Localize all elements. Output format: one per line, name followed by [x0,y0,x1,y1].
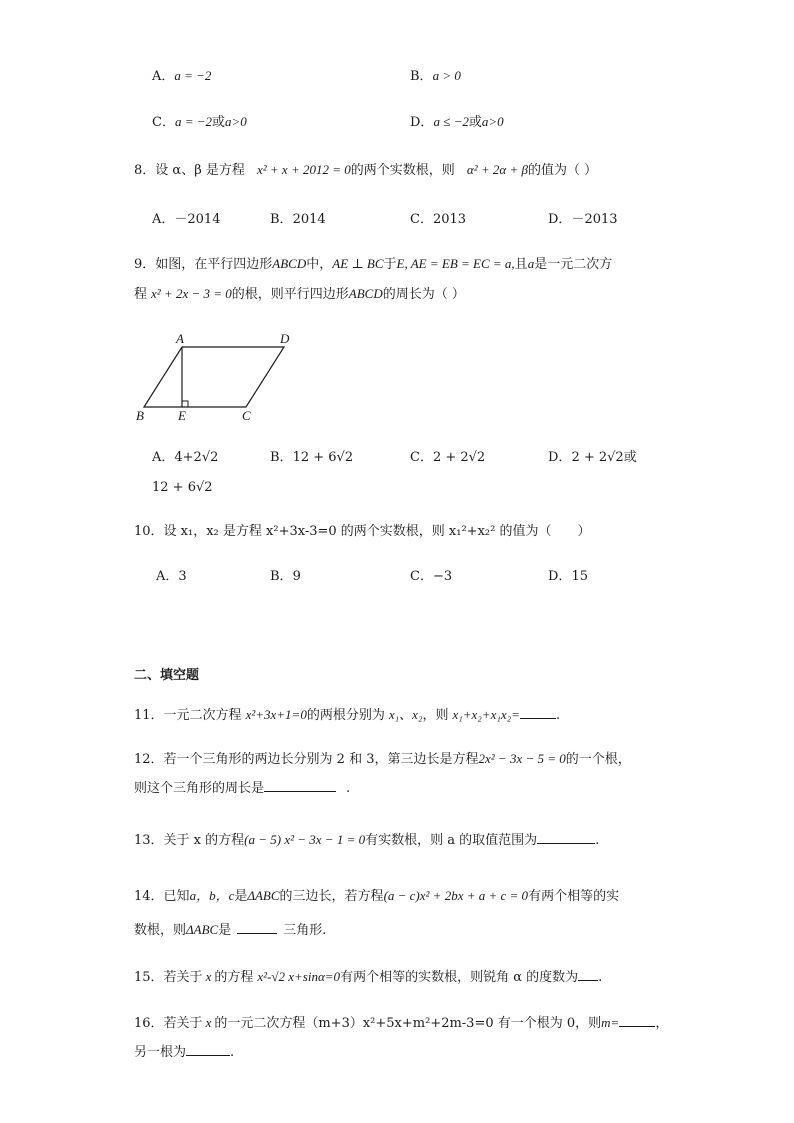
stem-text: 三角形. [283,923,327,938]
stem-text: 是一元二次方 [534,257,613,272]
stem-text: 且 [514,257,528,272]
option-text: 3 [178,569,187,584]
label-e: E [178,408,186,423]
option-text: 或 [468,115,482,130]
q15-stem [134,967,602,988]
option-text: 2 + 2√2 [432,450,486,465]
stem-text: . [555,708,561,723]
stem-text: . [230,1045,235,1060]
q10-option-b [270,567,301,587]
option-text: a>0 [481,114,504,129]
answer-blank[interactable] [578,968,598,981]
q12-stem-line2 [134,779,350,799]
option-label: C． [410,450,433,465]
condition: AE ⊥ BC [332,256,384,271]
variables: a，b，c [189,888,235,903]
roots: x₁、x₂ [388,707,423,722]
q8-option-c [410,210,466,230]
equation: 2x² − 3x − 5 = 0 [478,751,566,766]
equation: x² + 2x − 3 = 0 [151,286,232,301]
option-text: －2013 [571,212,618,227]
q10-option-d [548,567,588,587]
stem-text: . [595,833,600,848]
variable: x [205,1015,212,1030]
option-text: 或 [212,115,226,130]
option-text: 12 + 6√2 [152,480,213,495]
stem-text: ，则 [422,708,449,723]
label-c: C [242,408,251,423]
option-text: a ≤ −2 [433,114,469,129]
parallelogram-figure [130,325,305,425]
option-text: 15 [571,569,588,584]
q7-option-c [152,112,247,133]
stem-text: 的周长为（ ） [382,287,465,302]
option-label: B． [270,569,293,584]
question-number: 15． [134,970,164,985]
stem-text: 已知 [163,889,190,904]
stem-text: 若关于 [163,1016,203,1031]
stem-text: 程 [134,287,148,302]
q10-option-c [410,567,452,587]
q7-option-b [410,66,461,87]
stem-text: 若关于 [163,970,203,985]
option-text: 2013 [432,212,467,227]
option-label: B． [270,212,293,227]
q7-option-a [152,66,211,87]
question-number: 13． [134,833,164,848]
q8-option-b [270,210,326,230]
triangle-name: ΔABC [186,922,219,937]
stem-text: 的一元二次方程（m+3）x²+5x+m²+2m-3=0 有一个根为 0，则 [214,1016,602,1031]
answer-blank[interactable] [619,1014,655,1027]
option-text: a > 0 [432,68,461,83]
stem-text: 设 x₁，x₂ 是方程 x²+3x-3=0 的两个实数根，则 x₁²+x₂² 的值为（ ） [163,524,591,539]
stem-text: 的两个实数根，则 [350,163,455,178]
answer-blank[interactable] [237,921,277,934]
equation: x² + x + 2012 = 0 [256,162,351,177]
triangle-name: ΔABC [247,888,280,903]
q10-stem [134,522,590,542]
answer-blank[interactable] [264,779,336,792]
option-label: D． [548,212,572,227]
q9-option-d [548,448,637,468]
option-label: A． [152,69,175,84]
answer-blank[interactable] [520,706,556,719]
question-number: 10． [134,524,164,539]
stem-text: 的两根分别为 [306,708,385,723]
q8-option-a [152,210,220,230]
q11-stem [134,705,560,726]
option-text: 9 [292,569,301,584]
q12-stem-line1 [134,749,631,770]
section-title: 二、填空题 [134,668,200,683]
stem-text: 数根，则 [134,923,187,938]
label-a: A [176,331,184,346]
question-number: 8． [134,163,156,178]
option-label: C． [410,569,433,584]
option-text: a = −2 [174,114,212,129]
q14-stem-line1 [134,886,619,907]
stem-text: 的根，则平行四边形 [231,287,349,302]
q9-option-b [270,448,353,468]
stem-text: 是 [218,923,232,938]
option-text: a = −2 [174,68,212,83]
variable: x [205,969,212,984]
stem-text: 中， [306,257,333,272]
option-label: B． [410,69,433,84]
option-text: 12 + 6√2 [292,450,354,465]
stem-text: . [598,970,603,985]
figure-name: ABCD [348,286,383,301]
stem-text: 有两个相等的实 [528,889,620,904]
stem-text: 的三边长，若方程 [279,889,384,904]
equation: (a − c)x² + 2bx + a + c = 0 [383,888,529,903]
option-text: a>0 [225,114,247,129]
option-text: −3 [432,569,453,584]
question-number: 12． [134,752,164,767]
expression: α² + 2α + β [466,162,528,177]
q16-stem-line1 [134,1013,668,1034]
stem-text: ， [655,1016,669,1031]
q14-stem-line2 [134,920,326,941]
equation: (a − 5) x² − 3x − 1 = 0 [244,832,366,847]
stem-text: 有两个相等的实数根，则锐角 α 的度数为 [340,970,579,985]
answer-blank[interactable] [186,1043,230,1056]
equation: x²-√2 x+sinα=0 [257,969,341,984]
option-label: A． [152,450,175,465]
option-text: 2 + 2√2 [571,450,624,465]
q8-option-d [548,210,618,230]
q9-option-c [410,448,485,468]
option-text: －2014 [174,212,221,227]
equation: x²+3x+1=0 [245,707,307,722]
stem-text: 若一个三角形的两边长分别为 2 和 3，第三边长是方程 [163,752,479,767]
q7-option-d [410,112,504,133]
q8-stem [134,160,597,181]
stem-text: 是 [234,889,248,904]
stem-text: 一元二次方程 [163,708,242,723]
stem-text: 的值为（ ） [527,163,598,178]
option-label: D． [548,450,572,465]
label-b: B [136,408,144,423]
right-angle-mark [182,401,188,407]
option-text: 2014 [292,212,326,227]
stem-text: 则这个三角形的周长是 [134,781,265,796]
variable: a [527,256,535,271]
variable: m= [601,1015,620,1030]
stem-text: 的一个根， [565,752,631,767]
q13-stem [134,830,599,851]
answer-blank[interactable] [537,831,595,844]
q9-stem-line2 [134,284,465,305]
stem-text: 设 α、β 是方程 [155,163,245,178]
stem-text: 有实数根，则 a 的取值范围为 [365,833,538,848]
label-d: D [280,331,290,346]
question-number: 9． [134,257,156,272]
question-number: 16． [134,1016,164,1031]
q9-option-a [152,448,218,468]
stem-text: 的方程 [214,970,254,985]
question-number: 11． [134,708,164,723]
q9-stem-line1 [134,254,612,275]
option-text: 4+2√2 [174,450,219,465]
option-label: D． [548,569,572,584]
option-label: A． [156,569,179,584]
q10-option-a [156,567,187,587]
q16-stem-line2 [134,1043,234,1063]
expression: x₁+x₂+x₁x₂= [452,707,520,722]
q9-option-d-continued [152,478,213,498]
option-label: C． [152,115,175,130]
option-label: B． [270,450,293,465]
stem-text: 另一根为 [134,1045,187,1060]
stem-text: . [346,781,351,796]
option-label: D． [410,115,434,130]
option-label: C． [410,212,433,227]
stem-text: 关于 x 的方程 [163,833,245,848]
option-label: A． [152,212,175,227]
option-text: 或 [623,450,637,465]
condition: E, AE = EB = EC = a, [396,256,515,271]
stem-text: 如图，在平行四边形 [155,257,273,272]
question-number: 14． [134,889,164,904]
figure-name: ABCD [272,256,307,271]
parallelogram-abcd [144,347,284,407]
stem-text: 于 [383,257,397,272]
